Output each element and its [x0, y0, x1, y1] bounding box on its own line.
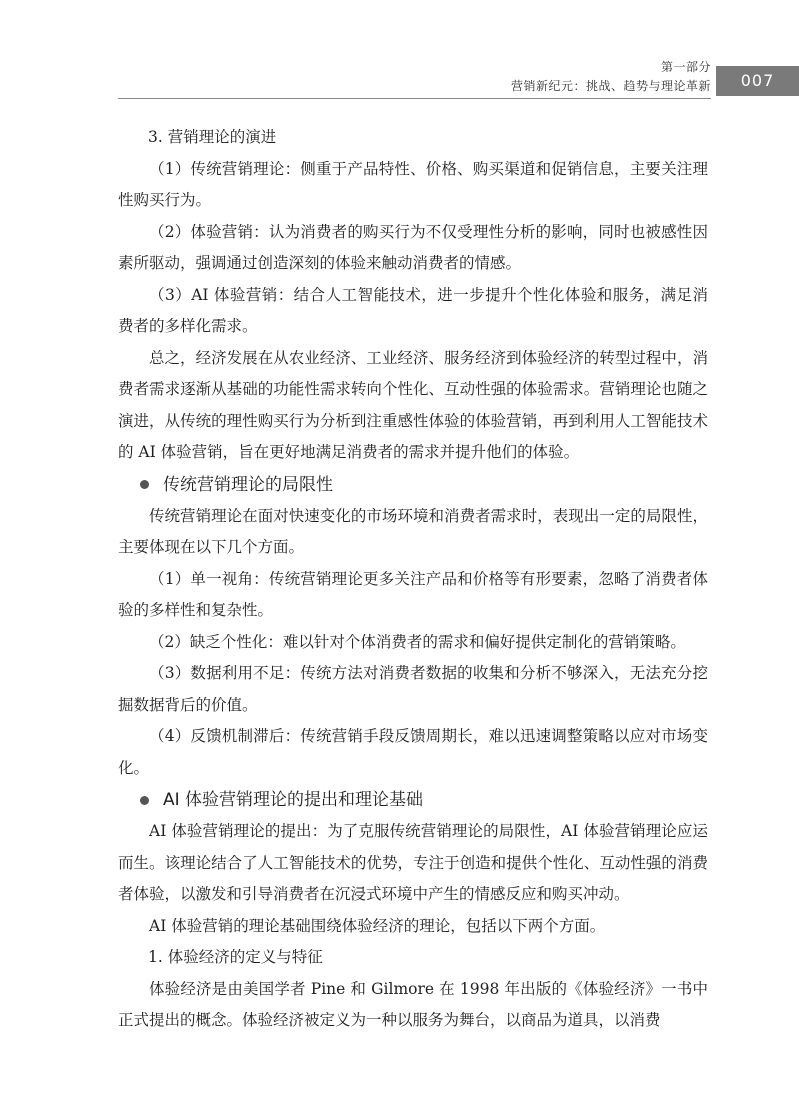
paragraph: （4）反馈机制滞后：传统营销手段反馈周期长，难以迅速调整策略以应对市场变化。 — [118, 727, 708, 777]
bullet-dot-icon — [140, 796, 149, 805]
paragraph: AI 体验营销的理论基础围绕体验经济的理论，包括以下两个方面。 — [149, 916, 606, 935]
header-part-label: 第一部分 — [660, 60, 711, 74]
paragraph: AI 体验营销理论的提出：为了克服传统营销理论的局限性，AI 体验营销理论应运而生。该理论结合了人工智能技术的优势，专注于创造和提供个性化、互动性强的消费者体验，以激发和引导消费者在沉浸式环境中产生的情感反应和购买冲动。 — [118, 822, 708, 903]
page-body — [118, 122, 708, 1037]
bullet-dot-icon — [140, 480, 149, 489]
header-chapter-title: 营销新纪元：挑战、趋势与理论革新 — [510, 79, 711, 93]
paragraph: （2）缺乏个性化：难以针对个体消费者的需求和偏好提供定制化的营销策略。 — [149, 632, 686, 651]
paragraph: 总之，经济发展在从农业经济、工业经济、服务经济到体验经济的转型过程中，消费者需求逐渐从基础的功能性需求转向个性化、互动性强的体验需求。营销理论也随之演进，从传统的理性购买行为分析到注重感性体验的体验营销，再到利用人工智能技术的 AI 体验营销，旨在更好地满足消费者的需求并提升他们的体验。 — [118, 348, 708, 461]
bullet-heading-text: AI 体验营销理论的提出和理论基础 — [163, 790, 424, 810]
header-rule — [118, 98, 711, 99]
section-heading-experience-economy: 1. 体验经济的定义与特征 — [148, 948, 323, 966]
bullet-heading-limitations — [118, 469, 708, 501]
paragraph: （1）单一视角：传统营销理论更多关注产品和价格等有形要素，忽略了消费者体验的多样性和复杂性。 — [118, 569, 708, 619]
paragraph: （2）体验营销：认为消费者的购买行为不仅受理性分析的影响，同时也被感性因素所驱动，强调通过创造深刻的体验来触动消费者的情感。 — [118, 222, 708, 272]
paragraph: （1）传统营销理论：侧重于产品特性、价格、购买渠道和促销信息，主要关注理性购买行为。 — [118, 159, 708, 209]
paragraph: （3）数据利用不足：传统方法对消费者数据的收集和分析不够深入，无法充分挖掘数据背后的价值。 — [118, 664, 708, 714]
paragraph: （3）AI 体验营销：结合人工智能技术，进一步提升个性化体验和服务，满足消费者的多样化需求。 — [118, 285, 708, 335]
running-header — [0, 0, 799, 110]
bullet-heading-text: 传统营销理论的局限性 — [163, 474, 333, 495]
paragraph: 传统营销理论在面对快速变化的市场环境和消费者需求时，表现出一定的局限性，主要体现在以下几个方面。 — [118, 506, 708, 556]
section-heading-evolution: 3. 营销理论的演进 — [148, 128, 277, 146]
paragraph: 体验经济是由美国学者 Pine 和 Gilmore 在 1998 年出版的《体验经济》一书中正式提出的概念。体验经济被定义为一种以服务为舞台，以商品为道具，以消费 — [118, 979, 708, 1029]
bullet-heading-ai-theory — [118, 784, 708, 816]
page-number: 007 — [716, 66, 799, 96]
